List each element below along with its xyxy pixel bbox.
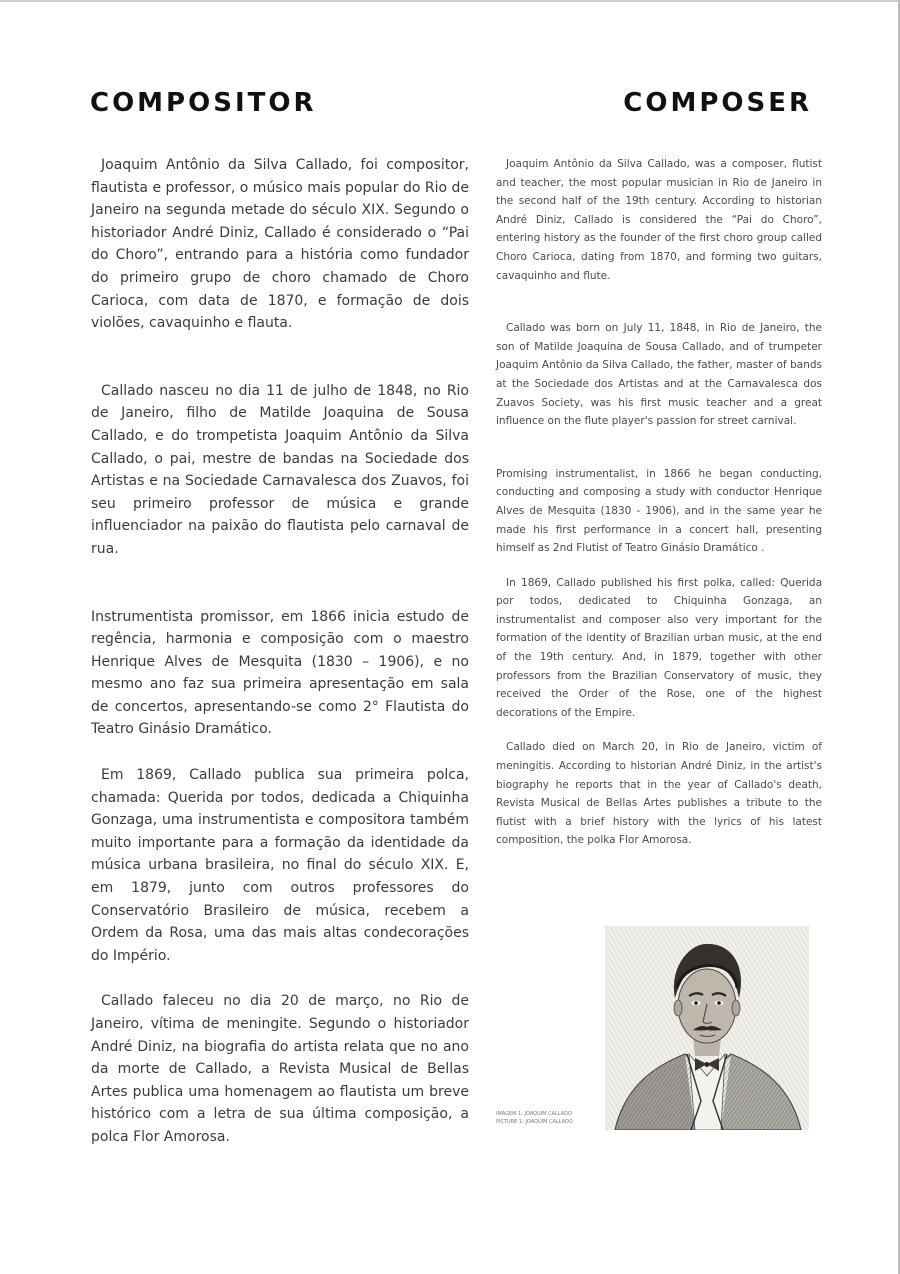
en-paragraph-2: Callado was born on July 11, 1848, in Rio de Janeiro, the son of Matilde Joaquina de Sousa Callado, and of trumpeter Joaquim Antônio da Silva Callado, the father, master of bands at the Sociedade dos Artistas and at the Carnavalesca dos Zuavos Society, was his first music teacher and a great influence on the flute player's passion for street carnival. (496, 322, 822, 428)
portrait-image (605, 926, 809, 1130)
pt-paragraph-4: Em 1869, Callado publica sua primeira polca, chamada: Querida por todos, dedicada a Chiquinha Gonzaga, uma instrumentista e compositora também muito importante para a formação da identidade da música urbana brasileira, no final do século XIX. E, em 1879, junto com outros professores do Conservatório Brasileiro de música, recebem a Ordem da Rosa, uma das mais altas condecorações do Império. (91, 767, 469, 964)
pt-paragraph-1: Joaquim Antônio da Silva Callado, foi compositor, flautista e professor, o músico mais popular do Rio de Janeiro na segunda metade do século XIX. Segundo o historiador André Diniz, Callado é considerado o “Pai do Choro”, entrando para a história como fundador do primeiro grupo de choro chamado de Choro Carioca, com data de 1870, e formação de dois violões, cavaquinho e flauta. (91, 157, 469, 332)
image-caption (496, 1110, 604, 1126)
page-top-edge (0, 0, 900, 2)
portrait-engraving (605, 926, 809, 1130)
pt-paragraph-3: Instrumentista promissor, em 1866 inicia estudo de regência, harmonia e composição com o maestro Henrique Alves de Mesquita (1830 – 1906), e no mesmo ano faz sua primeira apresentação em sala de concertos, apresentando-se como 2° Flautista do Teatro Ginásio Dramático. (91, 608, 469, 738)
en-paragraph-4: In 1869, Callado published his first polka, called: Querida por todos, dedicated to Chiquinha Gonzaga, an instrumentalist and composer also very important for the formation of the identity of Brazilian urban music, at the end of the 19th century. And, in 1879, together with other professors from the Brazilian Conservatory of music, they received the Order of the Rose, one of the highest decorations of the Empire. (496, 576, 822, 719)
caption-english: PICTURE 1: JOAQUIM CALLADO (496, 1119, 573, 1125)
en-paragraph-1: Joaquim Antônio da Silva Callado, was a composer, flutist and teacher, the most popular musician in Rio de Janeiro in the second half of the 19th century. According to historian André Diniz, Callado is considered the “Pai do Choro”, entering history as the founder of the first choro group called Choro Carioca, dating from 1870, and forming two guitars, cavaquinho and flute. (496, 158, 822, 282)
caption-portuguese: IMAGEM 1: JOAQUIM CALLADO (496, 1111, 572, 1117)
heading-english: COMPOSER (623, 88, 812, 118)
en-paragraph-5: Callado died on March 20, in Rio de Janeiro, victim of meningitis. According to historian André Diniz, in the artist's biography he reports that in the year of Callado's death, Revista Musical de Bellas Artes publishes a tribute to the flutist with a brief history with the lyrics of his latest composition, the polka Flor Amorosa. (496, 741, 822, 847)
portuguese-column (91, 154, 469, 1149)
pt-paragraph-2: Callado nasceu no dia 11 de julho de 1848, no Rio de Janeiro, filho de Matilde Joaquina de Sousa Callado, e do trompetista Joaquim Antônio da Silva Callado, o pai, mestre de bandas na Sociedade dos Artistas e na Sociedade Carnavalesca dos Zuavos, foi seu primeiro professor de música e grande influenciador na paixão do flautista pelo carnaval de rua. (91, 382, 469, 557)
pt-paragraph-5: Callado faleceu no dia 20 de março, no Rio de Janeiro, vítima de meningite. Segundo o historiador André Diniz, na biografia do artista relata que no ano da morte de Callado, a Revista Musical de Bellas Artes publica uma homenagem ao flautista um breve histórico com a letra de sua última composição, a polca Flor Amorosa. (91, 993, 469, 1145)
en-paragraph-3: Promising instrumentalist, in 1866 he began conducting, conducting and composing a study with conductor Henrique Alves de Mesquita (1830 - 1906), and in the same year he made his first performance in a concert hall, presenting himself as 2nd Flutist of Teatro Ginásio Dramático . (496, 467, 822, 555)
english-column (496, 155, 822, 850)
heading-portuguese: COMPOSITOR (90, 88, 317, 118)
